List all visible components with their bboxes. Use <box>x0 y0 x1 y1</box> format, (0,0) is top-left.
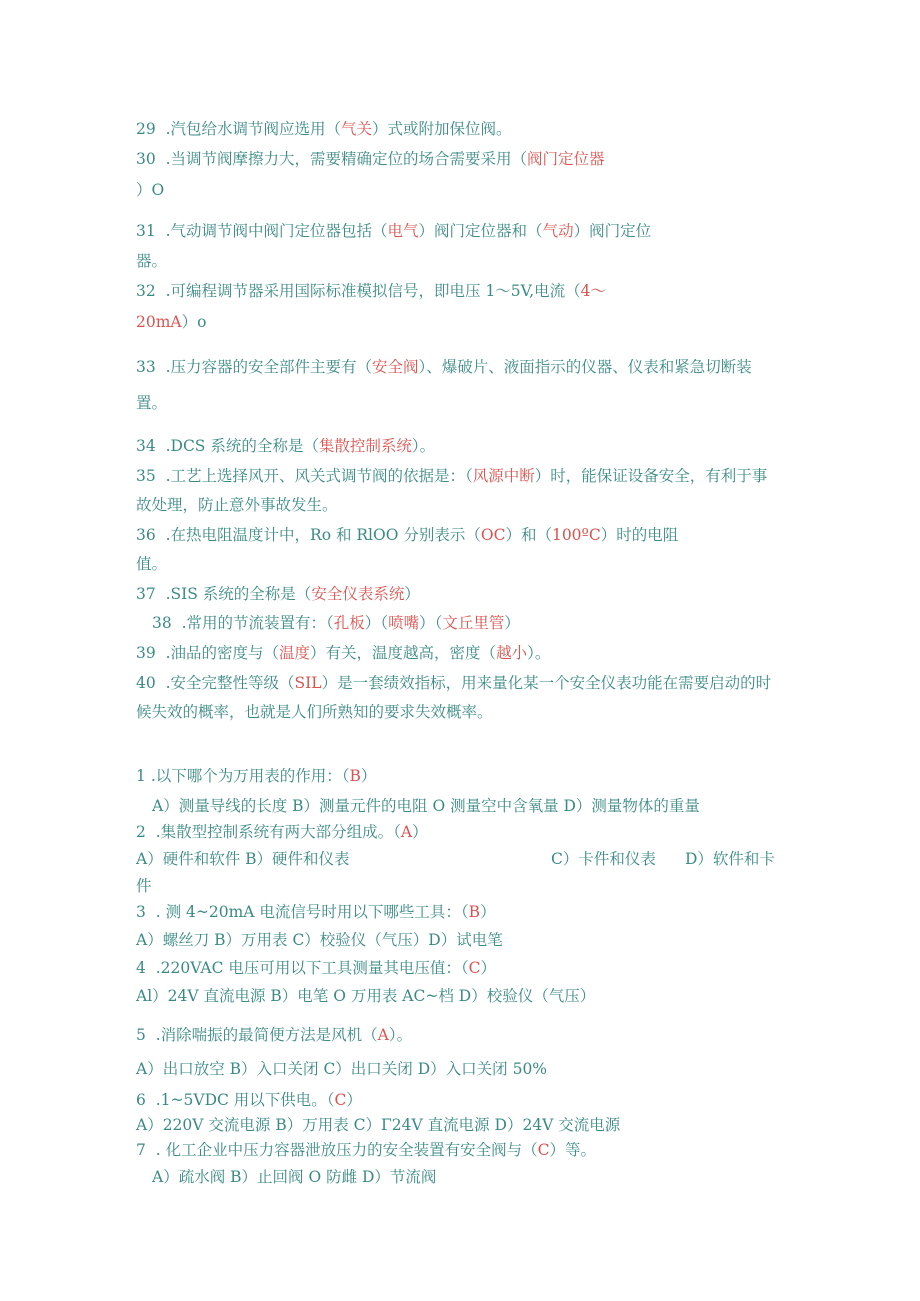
q-number: 30 <box>136 150 156 168</box>
answer: 4～ <box>580 282 606 300</box>
answer: 集散控制系统 <box>318 437 412 455</box>
q33 <box>136 357 752 377</box>
q29 <box>136 119 512 139</box>
answer: 温度 <box>279 644 311 662</box>
q-number: 32 <box>136 282 156 300</box>
answer: B <box>468 903 481 921</box>
options-text: A）测量导线的长度 B）测量元件的电阻 O 测量空中含氧量 D）测量物体的重量 <box>152 797 700 815</box>
q-text: .气动调节阀中阀门定位器包括（ <box>165 222 388 240</box>
q-text: ）（ <box>364 614 389 632</box>
answer: 100ºC <box>551 526 601 544</box>
answer: 越小 <box>496 644 528 662</box>
options-text: A）220V 交流电源 B）万用表 C）Γ24V 直流电源 D）24V 交流电源 <box>136 1116 621 1134</box>
q36-cont <box>136 554 167 574</box>
q31-cont <box>136 251 167 271</box>
q-text: .工艺上选择风开、风关式调节阀的依据是：（ <box>165 467 473 485</box>
answer: 阀门定位器 <box>527 150 605 168</box>
q-text: ） <box>360 767 377 785</box>
q38 <box>152 613 520 633</box>
options-text: A）疏水阀 B）止回阀 O 防雌 D）节流阀 <box>152 1168 437 1186</box>
q-number: 38 <box>152 614 172 632</box>
q-text: .油品的密度与（ <box>165 644 280 662</box>
q-text: ） <box>480 903 496 921</box>
answer: 20mA <box>136 313 182 331</box>
q-text: ）O <box>136 181 165 199</box>
mc5-options <box>136 1059 547 1079</box>
q31 <box>136 221 651 241</box>
answer: 风源中断 <box>472 467 535 485</box>
options-text: A）硬件和软件 B）硬件和仪表 <box>136 850 350 868</box>
answer: 喷嘴 <box>388 614 420 632</box>
q-text: ）。 <box>527 644 551 662</box>
options-text: C）卡件和仪表 <box>551 850 656 868</box>
options-text: A）出口放空 B）入口关闭 C）出口关闭 D）入口关闭 50% <box>136 1060 548 1078</box>
mc4-options <box>136 986 595 1006</box>
q-text: ） <box>412 823 428 841</box>
q-text: ）有关，温度越高，密度（ <box>310 644 497 662</box>
answer: 气关 <box>341 120 373 138</box>
answer: 气动 <box>542 222 574 240</box>
q-number: 33 <box>136 358 156 376</box>
q-text: .220VAC 电压可用以下工具测量其电压值：（ <box>155 959 469 977</box>
mc2-options-a <box>136 849 350 869</box>
q-text: ）式或附加保位阀。 <box>372 120 512 138</box>
q-text: ） <box>404 585 420 603</box>
q-text: ） <box>504 614 520 632</box>
q-text: .可编程调节器采用国际标准模拟信号，即电压 1～5V,电流（ <box>165 282 581 300</box>
q-text: ）。 <box>411 437 436 455</box>
options-text: Al）24V 直流电源 B）电笔 O 万用表 AC~档 D）校验仪（气压） <box>136 987 596 1005</box>
q-number: 40 <box>136 674 156 692</box>
q-number: 1 <box>136 767 146 785</box>
options-text: 件 <box>136 877 152 895</box>
answer: A <box>377 1026 389 1044</box>
q-text: 值。 <box>136 555 168 573</box>
q-text: .压力容器的安全部件主要有（ <box>165 358 373 376</box>
q-number: 6 <box>136 1091 146 1109</box>
answer: C <box>537 1141 550 1159</box>
answer: A <box>400 823 413 841</box>
q-text: ） <box>346 1091 362 1109</box>
q-number: 37 <box>136 585 156 603</box>
q-text: 置。 <box>136 394 168 412</box>
mc2-options-cont <box>136 876 152 896</box>
mc7-options <box>152 1167 436 1187</box>
answer: C <box>468 959 481 977</box>
options-text: A）螺丝刀 B）万用表 C）校验仪（气压）D）试电笔 <box>136 931 503 949</box>
answer: C <box>334 1091 347 1109</box>
q-text: . 化工企业中压力容器泄放压力的安全装置有安全阀与（ <box>155 1141 538 1159</box>
mc3 <box>136 902 496 922</box>
q-text: ）o <box>181 313 207 331</box>
mc7 <box>136 1140 596 1160</box>
q35 <box>136 466 767 486</box>
q30-cont <box>136 180 164 200</box>
q-text: .安全完整性等级（ <box>165 674 295 692</box>
q-text: .在热电阻温度计中，Ro 和 RlOO 分别表示（ <box>165 526 481 544</box>
q-number: 39 <box>136 644 156 662</box>
q-text: ）是一套绩效指标，用来量化某一个安全仪表功能在需要启动的时 <box>321 674 772 692</box>
q-text: .汽包给水调节阀应选用（ <box>165 120 342 138</box>
mc6 <box>136 1090 362 1110</box>
q36 <box>136 525 678 545</box>
q-number: 34 <box>136 437 156 455</box>
mc4 <box>136 958 496 978</box>
q-text: ）阀门定位器和（ <box>418 222 543 240</box>
q-text: ）时，能保证设备安全，有利于事 <box>534 467 768 485</box>
mc3-options <box>136 930 503 950</box>
q39 <box>136 643 550 663</box>
q-text: ）等。 <box>549 1141 596 1159</box>
q32-cont <box>136 312 206 332</box>
q30 <box>136 149 605 169</box>
q-text: .消除喘振的最简便方法是风机（ <box>155 1026 378 1044</box>
q-text: .常用的节流装置有：（ <box>181 614 334 632</box>
q-number: 29 <box>136 120 156 138</box>
q-number: 5 <box>136 1026 146 1044</box>
answer: OC <box>480 526 506 544</box>
q-text: .以下哪个为万用表的作用：（ <box>150 767 350 785</box>
q-text: ） <box>480 959 497 977</box>
q-text: ）和（ <box>505 526 552 544</box>
q-number: 36 <box>136 526 156 544</box>
q-text: ）时的电阻 <box>600 526 679 544</box>
q32 <box>136 281 606 301</box>
mc2-options-d <box>685 849 775 869</box>
q-text: ）、爆破片、液面指示的仪器、仪表和紧急切断装 <box>418 358 752 376</box>
q34 <box>136 436 435 456</box>
q-text: ）。 <box>388 1026 413 1044</box>
mc5 <box>136 1025 412 1045</box>
answer: 电气 <box>387 222 419 240</box>
answer: B <box>349 767 361 785</box>
q-text: 故处理，防止意外事故发生。 <box>136 496 338 514</box>
q-number: 31 <box>136 222 156 240</box>
q-number: 3 <box>136 903 146 921</box>
q-text: . 测 4~20mA 电流信号时用以下哪些工具：（ <box>155 903 469 921</box>
mc1 <box>136 766 376 786</box>
q-text: .集散型控制系统有两大部分组成。（ <box>155 823 401 841</box>
q35-cont <box>136 495 338 515</box>
answer: 安全仪表系统 <box>311 585 405 603</box>
answer: 文丘里管 <box>442 614 505 632</box>
options-text: D）软件和卡 <box>685 850 775 868</box>
mc2 <box>136 822 428 842</box>
q-text: ）（ <box>419 614 443 632</box>
answer: 孔板 <box>333 614 365 632</box>
q-number: 2 <box>136 823 146 841</box>
q-number: 7 <box>136 1141 146 1159</box>
q-text: .1~5VDC 用以下供电。（ <box>155 1091 335 1109</box>
q40 <box>136 673 771 693</box>
q37 <box>136 584 420 604</box>
q33-cont <box>136 393 167 413</box>
q-text: 器。 <box>136 252 168 270</box>
q-text: 候失效的概率，也就是人们所熟知的要求失效概率。 <box>136 703 493 721</box>
mc1-options <box>152 796 700 816</box>
mc6-options <box>136 1115 620 1135</box>
q-text: .当调节阀摩擦力大，需要精确定位的场合需要采用（ <box>165 150 528 168</box>
answer: SIL <box>294 674 322 692</box>
q-number: 4 <box>136 959 146 977</box>
q40-cont <box>136 702 493 722</box>
mc2-options-c <box>551 849 656 869</box>
q-text: ）阀门定位 <box>573 222 652 240</box>
q-text: .SIS 系统的全称是（ <box>165 585 312 603</box>
q-text: .DCS 系统的全称是（ <box>165 437 319 455</box>
answer: 安全阀 <box>372 358 419 376</box>
q-number: 35 <box>136 467 156 485</box>
